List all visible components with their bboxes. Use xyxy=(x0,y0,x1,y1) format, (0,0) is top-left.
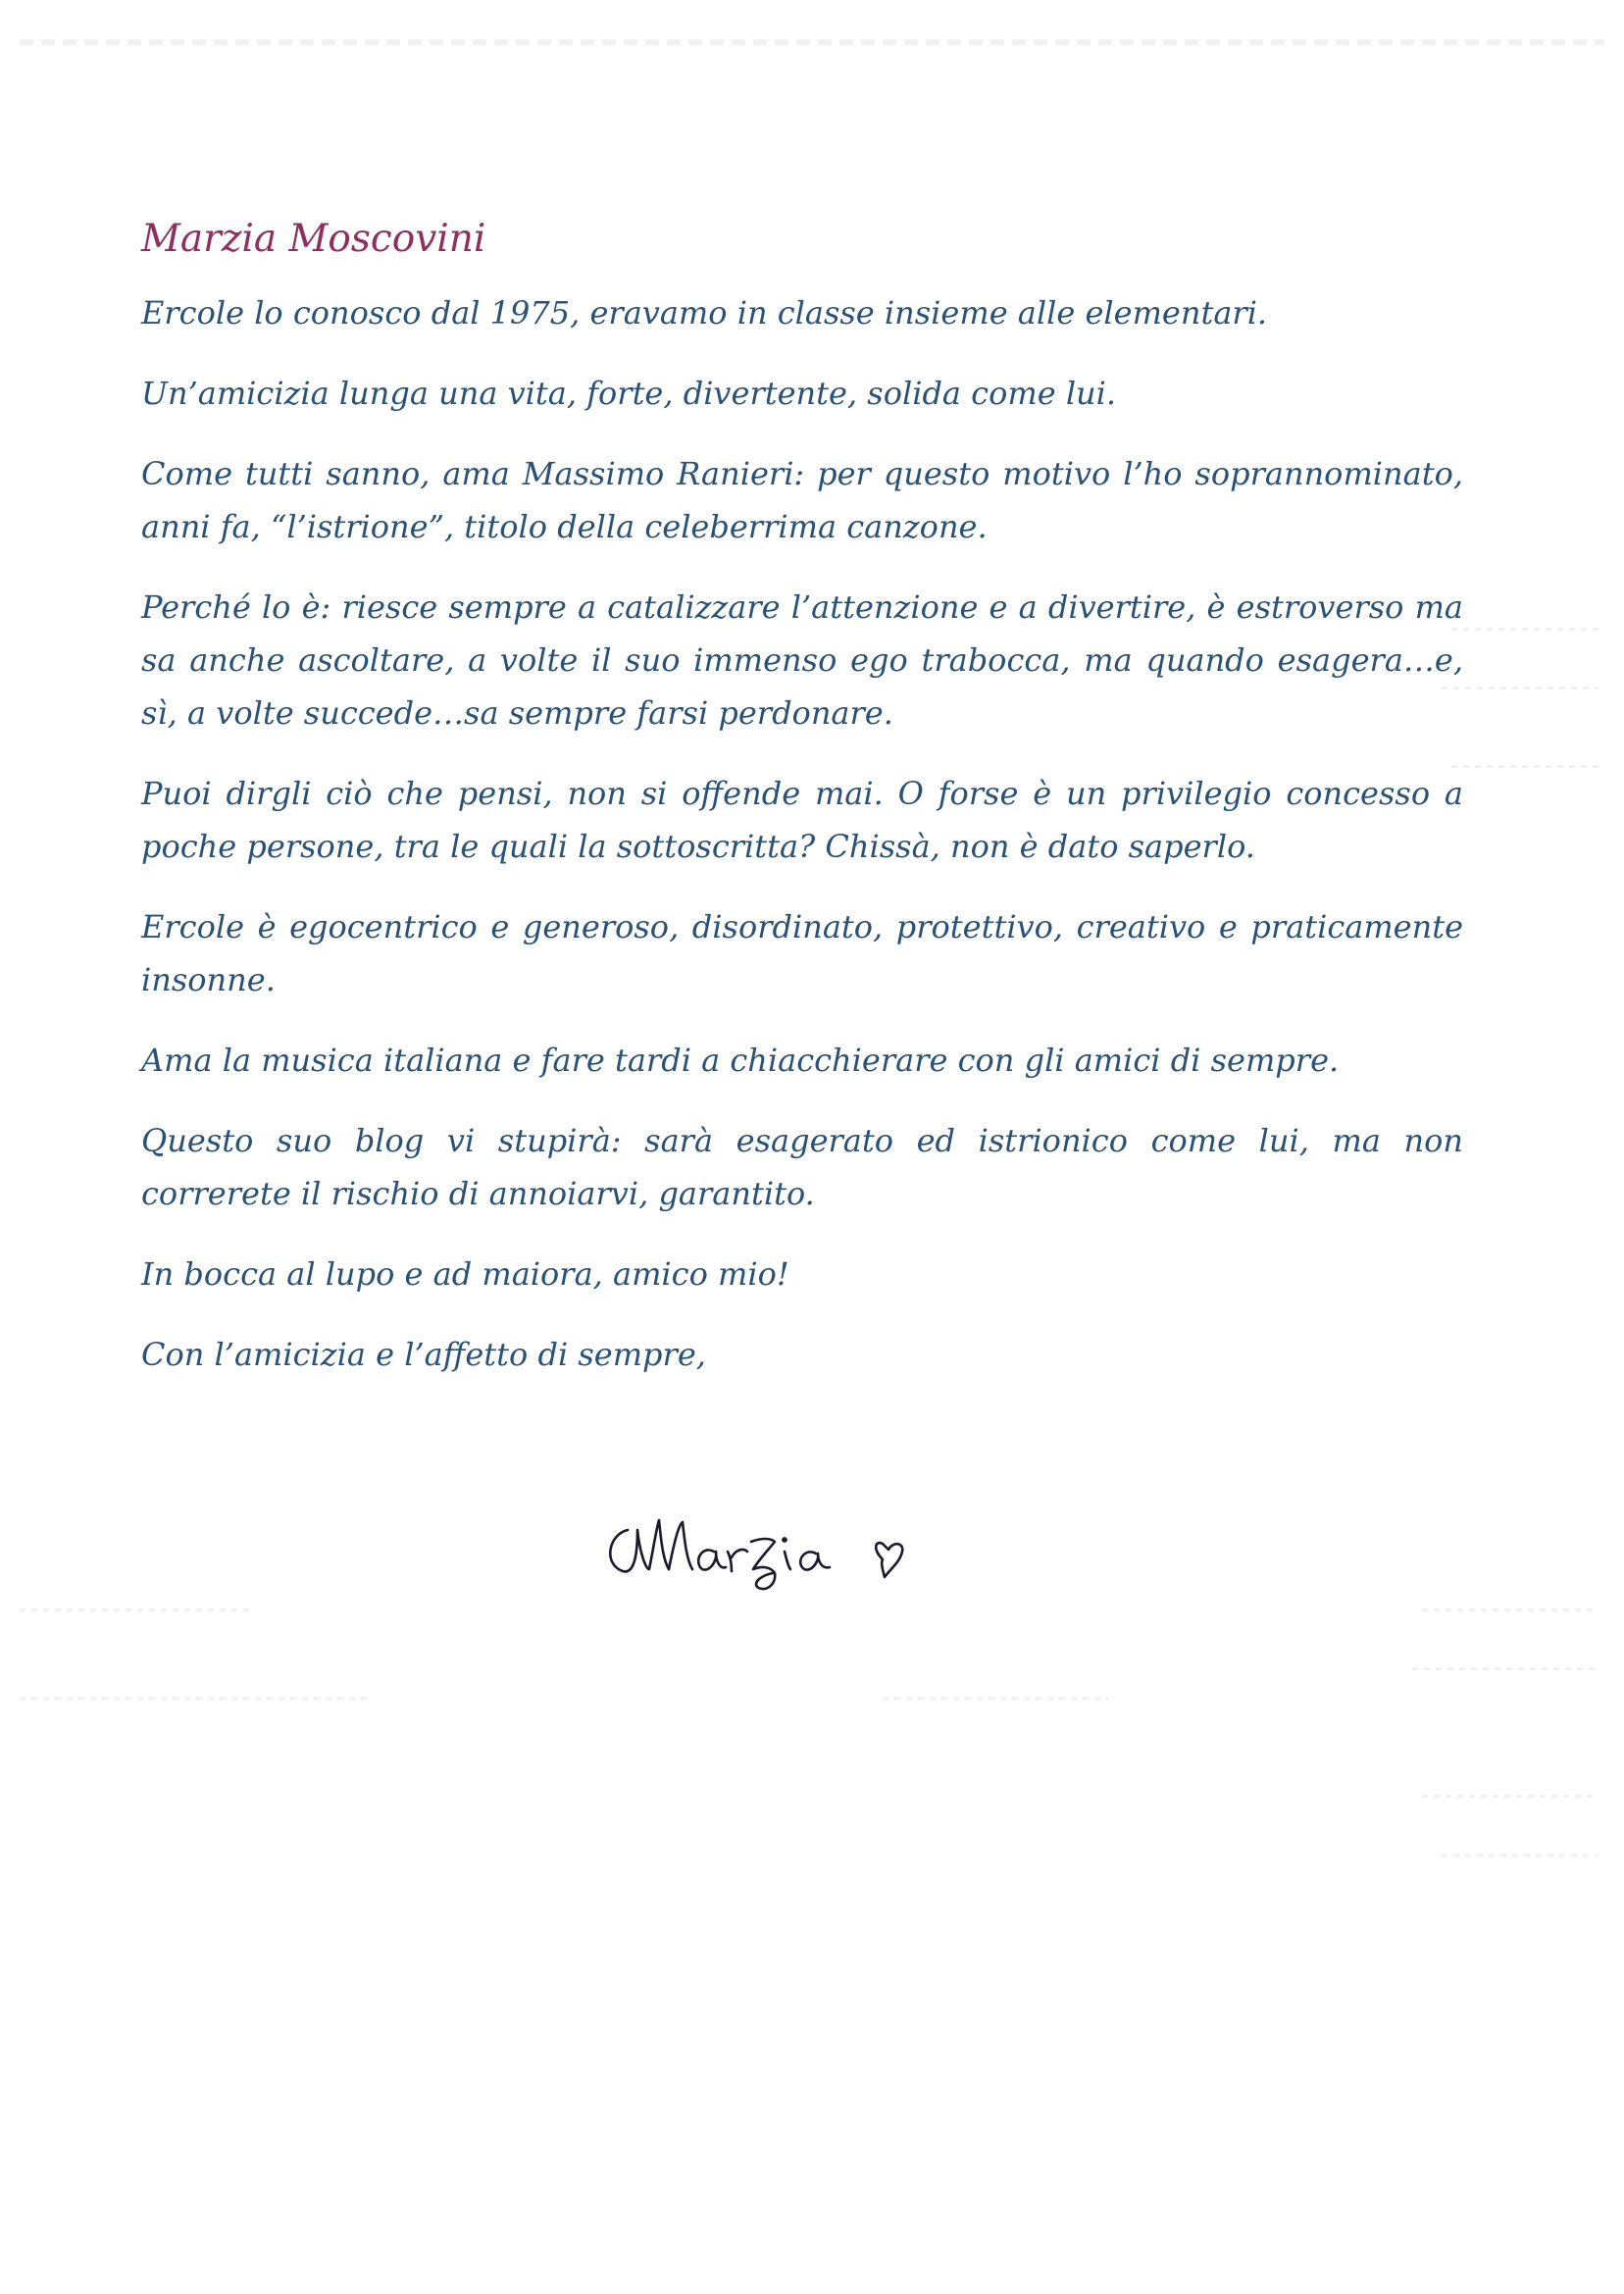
scan-artifact xyxy=(1412,1667,1599,1670)
scan-artifact xyxy=(1422,1795,1599,1798)
paragraph-9: In bocca al lupo e ad maiora, amico mio! xyxy=(141,1255,789,1293)
paragraph-4: Perché lo è: riesce sempre a catalizzare l’attenzione e a divertire, è estroverso ma sa anche ascoltare, a volte il suo immenso ego trabocca, ma quando esagera…e, sì, a volte succede…sa sempre farsi perdonare. xyxy=(141,588,1463,732)
scan-artifact xyxy=(1442,1854,1599,1857)
paragraph-5: Puoi dirgli ciò che pensi, non si offende mai. O forse è un privilegio concesso a poche persone, tra le quali la sottoscritta? Chissà, non è dato saperlo. xyxy=(141,775,1463,865)
scan-artifact xyxy=(20,1697,373,1700)
handwritten-signature xyxy=(598,1491,961,1599)
author-name: Marzia Moscovini xyxy=(141,217,486,261)
paragraph-8: Questo suo blog vi stupirà: sarà esagerato ed istrionico come lui, ma non correrete il rischio di annoiarvi, garantito. xyxy=(141,1122,1463,1212)
paragraph-6: Ercole è egocentrico e generoso, disordinato, protettivo, creativo e praticamente insonne. xyxy=(141,908,1463,998)
scan-artifact xyxy=(883,1697,1108,1700)
closing-line: Con l’amicizia e l’affetto di sempre, xyxy=(141,1336,706,1373)
scan-artifact xyxy=(20,1608,255,1611)
scan-artifact xyxy=(1422,1608,1599,1611)
scan-artifact xyxy=(1451,628,1599,631)
paragraph-7: Ama la musica italiana e fare tardi a chiacchierare con gli amici di sempre. xyxy=(141,1042,1340,1079)
paragraph-3: Come tutti sanno, ama Massimo Ranieri: per questo motivo l’ho soprannominato, anni fa, “l’istrione”, titolo della celeberrima canzone. xyxy=(141,455,1463,545)
scan-artifact-top xyxy=(20,39,1604,45)
letter-body xyxy=(141,214,1463,1381)
paragraph-1: Ercole lo conosco dal 1975, eravamo in classe insieme alle elementari. xyxy=(141,294,1268,331)
paragraph-2: Un’amicizia lunga una vita, forte, divertente, solida come lui. xyxy=(141,375,1117,412)
scan-artifact xyxy=(1451,765,1599,768)
scan-artifact xyxy=(1442,687,1599,689)
